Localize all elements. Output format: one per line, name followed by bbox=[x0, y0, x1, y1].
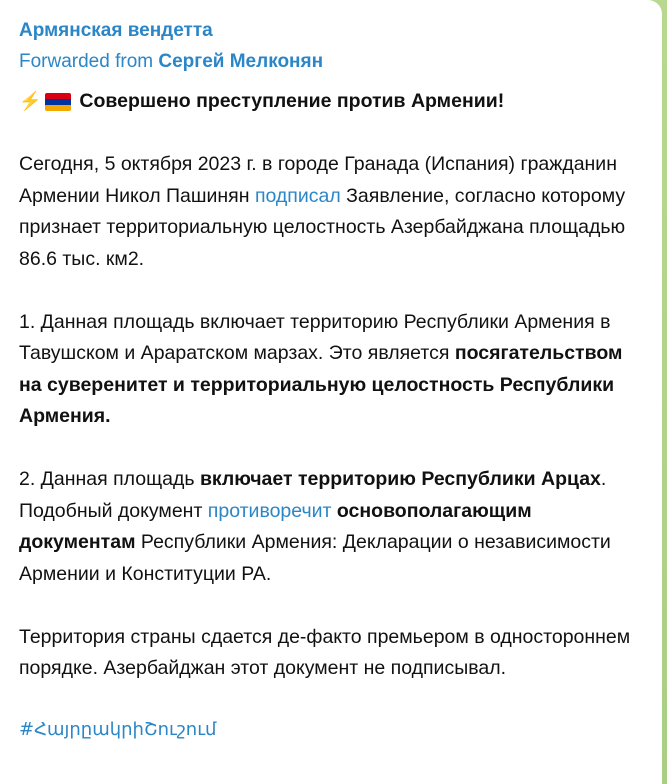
hashtag-link[interactable]: #ՀայրըակրիՇուշում bbox=[19, 718, 217, 740]
contradicts-link[interactable]: противоречит bbox=[207, 499, 332, 522]
high-voltage-icon: ⚡ bbox=[19, 91, 42, 111]
paragraph-3 bbox=[19, 464, 638, 590]
channel-name[interactable]: Армянская вендетта bbox=[19, 20, 213, 41]
paragraph-2-text: 1. Данная площадь включает территорию Республики Армения в Тавушском и Араратском марзах. Это является bbox=[19, 310, 611, 364]
armenia-flag-icon bbox=[45, 93, 71, 111]
forwarded-source[interactable]: Сергей Мелконян bbox=[158, 51, 324, 72]
headline bbox=[19, 86, 638, 118]
paragraph-3-bold-1: включает территорию Республики Арцах bbox=[199, 468, 601, 490]
spacer bbox=[19, 118, 638, 150]
signed-link[interactable]: подписал bbox=[254, 184, 341, 207]
paragraph-1-text-b: Заявление, согласно которому признает территориальную целостность Азербайджана площадью 86.6 тыс. км2. bbox=[19, 184, 626, 270]
spacer bbox=[19, 275, 638, 307]
paragraph-3-text-a: 2. Данная площадь bbox=[19, 468, 200, 490]
paragraph-1 bbox=[19, 149, 638, 275]
paragraph-1-text-a: Сегодня, 5 октября 2023 г. в городе Гранада (Испания) гражданин Армении Никол Пашинян bbox=[19, 153, 617, 207]
message-text bbox=[19, 86, 638, 685]
paragraph-4: Территория страны сдается де-факто премьером в одностороннем порядке. Азербайджан этот документ не подписывал. bbox=[19, 625, 631, 679]
paragraph-3-text-b: . Подобный документ bbox=[19, 468, 607, 522]
headline-text: Совершено преступление против Армении! bbox=[79, 90, 505, 112]
spacer bbox=[19, 590, 638, 622]
paragraph-3-bold-2: основополагающим документам bbox=[19, 499, 532, 553]
paragraph-2 bbox=[19, 307, 638, 433]
paragraph-3-text-d: Республики Армения: Декларации о независимости Армении и Конституции РА. bbox=[19, 531, 611, 585]
spacer bbox=[19, 433, 638, 465]
flag-orange-stripe bbox=[45, 105, 71, 111]
forwarded-line bbox=[19, 49, 638, 75]
forwarded-prefix: Forwarded from bbox=[19, 51, 154, 72]
paragraph-2-bold: посягательством на суверенитет и территориальную целостность Республики Армения. bbox=[19, 342, 623, 427]
